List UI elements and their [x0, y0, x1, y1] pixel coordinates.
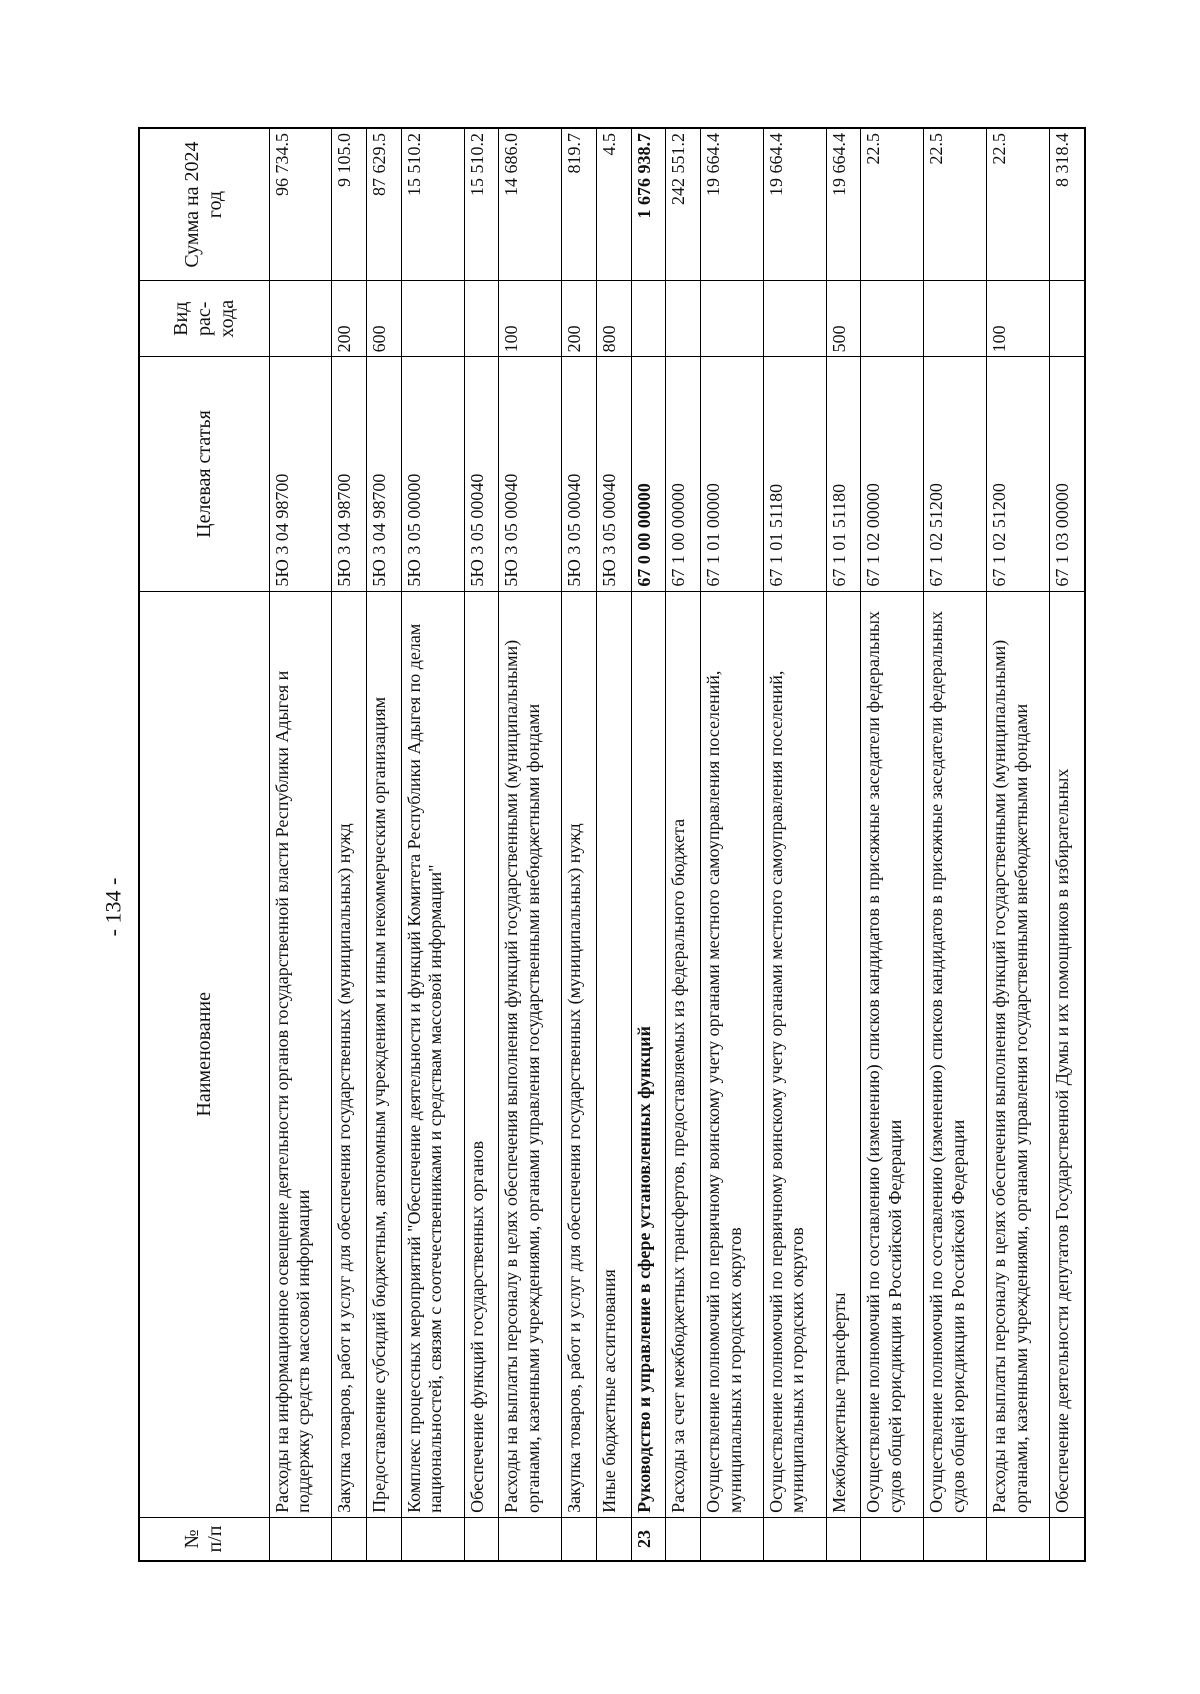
- page-number-text: - 134 -: [100, 877, 125, 937]
- cell-sum: 15 510.2: [401, 128, 464, 281]
- header-code: Целевая статья: [139, 357, 269, 591]
- header-num: № п/п: [139, 1517, 269, 1561]
- cell-num: [401, 1517, 464, 1561]
- cell-name: Осуществление полномочий по составлению (изменению) списков кандидатов в присяжные заседатели федеральных судов общей юрисдикции в Российской Федерации: [924, 591, 987, 1517]
- table-row: [700, 128, 763, 1561]
- cell-code: 67 1 02 51200: [987, 357, 1050, 591]
- cell-code: 5Ю 3 04 98700: [367, 357, 402, 591]
- cell-sum: 9 105.0: [332, 128, 367, 281]
- cell-kind: 200: [332, 281, 367, 357]
- cell-num: [464, 1517, 499, 1561]
- cell-sum: 242 551.2: [666, 128, 701, 281]
- cell-kind: [924, 281, 987, 357]
- cell-kind: [269, 281, 332, 357]
- cell-num: [367, 1517, 402, 1561]
- table-row: [631, 128, 666, 1561]
- cell-num: [269, 1517, 332, 1561]
- cell-code: 5Ю 3 05 00040: [562, 357, 597, 591]
- header-name: Наименование: [139, 591, 269, 1517]
- cell-num: [596, 1517, 631, 1561]
- cell-num: [332, 1517, 367, 1561]
- cell-code: 5Ю 3 05 00040: [499, 357, 562, 591]
- cell-name: Осуществление полномочий по первичному воинскому учету органами местного самоуправления поселений, муниципальных и городских округов: [763, 591, 826, 1517]
- cell-kind: [666, 281, 701, 357]
- cell-code: 67 1 00 00000: [666, 357, 701, 591]
- cell-kind: 200: [562, 281, 597, 357]
- cell-kind: 500: [826, 281, 861, 357]
- cell-sum: 19 664.4: [763, 128, 826, 281]
- cell-num: [763, 1517, 826, 1561]
- table-row: [401, 128, 464, 1561]
- cell-code: 67 1 01 51180: [826, 357, 861, 591]
- table-row: [1050, 128, 1086, 1561]
- cell-kind: [763, 281, 826, 357]
- cell-code: 5Ю 3 04 98700: [332, 357, 367, 591]
- cell-kind: 100: [987, 281, 1050, 357]
- budget-table-frame: [138, 127, 1086, 1562]
- table-row: [499, 128, 562, 1561]
- cell-name: Расходы на выплаты персоналу в целях обеспечения выполнения функций государственными (муниципальными) органами, казенными учреждениями, органами управления государственными внебюджетными фондами: [499, 591, 562, 1517]
- cell-name: Расходы за счет межбюджетных трансфертов, предоставляемых из федерального бюджета: [666, 591, 701, 1517]
- table-row: [924, 128, 987, 1561]
- cell-num: [666, 1517, 701, 1561]
- cell-code: 5Ю 3 04 98700: [269, 357, 332, 591]
- page-number: [93, 847, 133, 967]
- cell-sum: 22.5: [861, 128, 924, 281]
- budget-table: [138, 127, 1086, 1562]
- table-row: [464, 128, 499, 1561]
- cell-sum: 22.5: [987, 128, 1050, 281]
- cell-name: Предоставление субсидий бюджетным, автономным учреждениям и иным некоммерческим организациям: [367, 591, 402, 1517]
- cell-kind: [631, 281, 666, 357]
- table-row: [269, 128, 332, 1561]
- cell-num: [861, 1517, 924, 1561]
- cell-name: Расходы на выплаты персоналу в целях обеспечения выполнения функций государственными (муниципальными) органами, казенными учреждениями, органами управления государственными внебюджетными фондами: [987, 591, 1050, 1517]
- cell-code: 67 1 03 00000: [1050, 357, 1086, 591]
- cell-sum: 87 629.5: [367, 128, 402, 281]
- cell-name: Обеспечение функций государственных органов: [464, 591, 499, 1517]
- table-header-row: [139, 128, 269, 1561]
- cell-kind: 100: [499, 281, 562, 357]
- table-row: [826, 128, 861, 1561]
- cell-code: 5Ю 3 05 00040: [596, 357, 631, 591]
- cell-num: 23: [631, 1517, 666, 1561]
- cell-sum: 19 664.4: [826, 128, 861, 281]
- cell-sum: 4.5: [596, 128, 631, 281]
- cell-sum: 1 676 938.7: [631, 128, 666, 281]
- cell-kind: [401, 281, 464, 357]
- cell-code: 67 1 02 51200: [924, 357, 987, 591]
- cell-kind: 600: [367, 281, 402, 357]
- cell-name: Руководство и управление в сфере установленных функций: [631, 591, 666, 1517]
- cell-sum: 819.7: [562, 128, 597, 281]
- cell-code: 67 1 01 51180: [763, 357, 826, 591]
- table-row: [332, 128, 367, 1561]
- cell-kind: [464, 281, 499, 357]
- cell-name: Обеспечение деятельности депутатов Государственной Думы и их помощников в избирательных: [1050, 591, 1086, 1517]
- cell-sum: 96 734.5: [269, 128, 332, 281]
- header-kind: Вид рас-хода: [139, 281, 269, 357]
- cell-name: Осуществление полномочий по первичному воинскому учету органами местного самоуправления поселений, муниципальных и городских округов: [700, 591, 763, 1517]
- cell-name: Расходы на информационное освещение деятельности органов государственной власти Республики Адыгея и поддержку средств массовой информации: [269, 591, 332, 1517]
- cell-name: Осуществление полномочий по составлению (изменению) списков кандидатов в присяжные заседатели федеральных судов общей юрисдикции в Российской Федерации: [861, 591, 924, 1517]
- header-sum: Сумма на 2024 год: [139, 128, 269, 281]
- cell-code: 67 1 01 00000: [700, 357, 763, 591]
- table-row: [367, 128, 402, 1561]
- table-row: [562, 128, 597, 1561]
- cell-code: 67 0 00 00000: [631, 357, 666, 591]
- cell-kind: [700, 281, 763, 357]
- cell-name: Межбюджетные трансферты: [826, 591, 861, 1517]
- cell-num: [924, 1517, 987, 1561]
- table-row: [987, 128, 1050, 1561]
- cell-kind: [861, 281, 924, 357]
- cell-num: [562, 1517, 597, 1561]
- cell-sum: 15 510.2: [464, 128, 499, 281]
- table-row: [763, 128, 826, 1561]
- table-body: [269, 128, 1085, 1561]
- cell-num: [1050, 1517, 1086, 1561]
- cell-num: [700, 1517, 763, 1561]
- table-row: [861, 128, 924, 1561]
- cell-num: [826, 1517, 861, 1561]
- cell-sum: 19 664.4: [700, 128, 763, 281]
- cell-code: 5Ю 3 05 00040: [464, 357, 499, 591]
- cell-name: Иные бюджетные ассигнования: [596, 591, 631, 1517]
- cell-num: [987, 1517, 1050, 1561]
- cell-sum: 8 318.4: [1050, 128, 1086, 281]
- cell-name: Закупка товаров, работ и услуг для обеспечения государственных (муниципальных) нужд: [332, 591, 367, 1517]
- cell-code: 5Ю 3 05 00000: [401, 357, 464, 591]
- table-row: [666, 128, 701, 1561]
- cell-num: [499, 1517, 562, 1561]
- cell-code: 67 1 02 00000: [861, 357, 924, 591]
- table-row: [596, 128, 631, 1561]
- cell-name: Закупка товаров, работ и услуг для обеспечения государственных (муниципальных) нужд: [562, 591, 597, 1517]
- cell-sum: 22.5: [924, 128, 987, 281]
- cell-kind: 800: [596, 281, 631, 357]
- cell-name: Комплекс процессных мероприятий "Обеспечение деятельности и функций Комитета Республики Адыгея по делам национальностей, связям с соотечественниками и средствам массовой информации": [401, 591, 464, 1517]
- cell-sum: 14 686.0: [499, 128, 562, 281]
- cell-kind: [1050, 281, 1086, 357]
